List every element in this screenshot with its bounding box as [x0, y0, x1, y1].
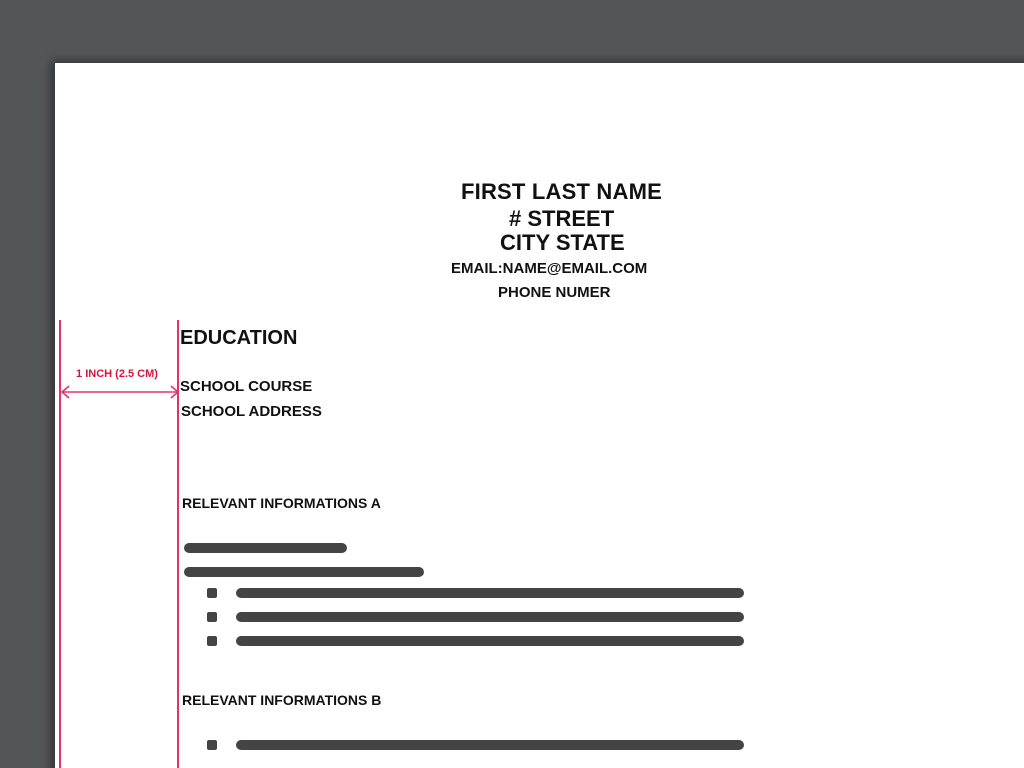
placeholder-line: [184, 567, 424, 577]
margin-measure-label: 1 INCH (2.5 CM): [76, 368, 158, 380]
header-city-state: CITY STATE: [500, 230, 625, 255]
placeholder-bullet-line: [236, 740, 744, 750]
square-bullet-icon: [207, 588, 217, 598]
school-course: SCHOOL COURSE: [180, 378, 313, 395]
school-address: SCHOOL ADDRESS: [181, 403, 322, 420]
placeholder-bullet-line: [236, 588, 744, 598]
square-bullet-icon: [207, 740, 217, 750]
education-heading: EDUCATION: [180, 327, 298, 349]
placeholder-bullet-line: [236, 636, 744, 646]
header-name: FIRST LAST NAME: [461, 179, 662, 204]
header-email: EMAIL:NAME@EMAIL.COM: [451, 260, 648, 277]
header-phone: PHONE NUMER: [498, 284, 611, 301]
header-street: # STREET: [509, 206, 615, 231]
double-headed-arrow-icon: [60, 384, 180, 400]
section-a-heading: RELEVANT INFORMATIONS A: [182, 495, 381, 511]
section-b-heading: RELEVANT INFORMATIONS B: [182, 692, 382, 708]
placeholder-line: [184, 543, 347, 553]
square-bullet-icon: [207, 636, 217, 646]
placeholder-bullet-line: [236, 612, 744, 622]
square-bullet-icon: [207, 612, 217, 622]
